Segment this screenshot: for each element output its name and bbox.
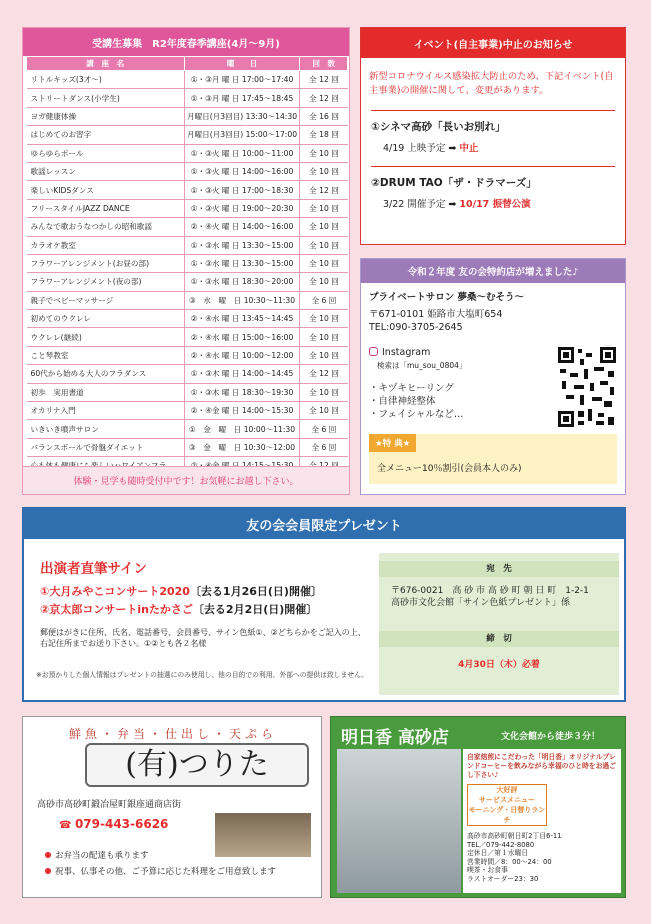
course-count: 全 6 回 [300,420,348,438]
asuka-shop-info: 高砂市高砂町朝日町2丁目6-11 TEL／079-442-8080 定休日／第１水曜日 営業時間／8：00～24：00 喫茶・お食事 ラストオーダー23：30 [467,832,562,883]
course-schedule: ①・③木 曜 日 18:30～19:30 [184,383,300,401]
present-destination [379,553,619,695]
course-table-title: 受講生募集 R2年度春季講座(4月～9月) [23,28,349,56]
instagram-icon [369,347,378,356]
course-name: いきいき噴声サロン [27,420,185,438]
bullet-icon [45,868,51,874]
course-row [27,328,348,346]
course-row [27,181,348,199]
event-cancel-panel [360,27,626,245]
course-schedule: ③ 金 曜 日 10:30～12:00 [184,438,300,456]
course-count: 全 10 回 [300,402,348,420]
course-row [27,126,348,144]
course-schedule: ①・③火 曜 日 19:00～20:30 [184,199,300,217]
course-schedule: ①・③火 曜 日 17:00～18:30 [184,181,300,199]
course-footer: 体験・見学も随時受付中です！お気軽にお越し下さい。 [23,466,349,494]
course-name: ゆらゆらボール [27,144,185,162]
course-schedule: ① 金 曜 日 10:00～11:30 [184,420,300,438]
present-privacy-note: ※お預かりした個人情報はプレゼントの抽選にのみ使用し、他の目的での利用、外部への提供は致しません。 [36,671,369,679]
course-row [27,365,348,383]
qr-code-icon[interactable] [556,345,618,429]
course-count: 全 10 回 [300,254,348,272]
shop-tel: TEL:090-3705-2645 [369,322,463,333]
course-name: 初めてのウクレレ [27,310,185,328]
event-notice: 新型コロナウイルス感染拡大防止のため、下記イベント(自主事業)の開催に関して、変更があります。 [369,71,614,96]
course-name: ヨガ健康体操 [27,107,185,125]
dest-label: 宛 先 [379,561,619,577]
course-row [27,402,348,420]
present-line-1: ①大月みやこコンサート2020〔去る1月26日(日)開催〕 [40,585,322,598]
service-item: ・フェイシャルなど… [369,409,464,420]
course-schedule: ③ 水 曜 日 10:30～11:30 [184,291,300,309]
course-name: ストリートダンス(小学生) [27,89,185,107]
event-item-1-name: ①シネマ高砂「長いお別れ」 [371,121,506,133]
course-schedule: ②・④水 曜 日 15:00～16:00 [184,328,300,346]
course-count: 全 12 回 [300,181,348,199]
course-count: 全 10 回 [300,199,348,217]
tsurita-bullet: お弁当の配達も承ります [45,849,149,861]
course-row [27,254,348,272]
tsurita-bullet: 祝事、仏事その他、ご予算に応じた料理をご用意致します [45,865,276,877]
course-row [27,310,348,328]
course-column-header: 回 数 [300,57,348,71]
course-row [27,236,348,254]
course-table-panel [22,27,350,495]
present-line-2: ②京太郎コンサートinたかさご〔去る2月2日(日)開催〕 [40,603,318,616]
course-name: フリースタイルJAZZ DANCE [27,199,185,217]
course-name: フラワーアレンジメント(お昼の部) [27,254,185,272]
tsurita-storefront-photo [215,813,311,857]
asuka-service-box: 大好評 サービスメニュー モーニング・日替りランチ [468,786,546,824]
course-schedule: ①・③火 曜 日 14:00～16:00 [184,162,300,180]
course-schedule: 月曜日(月3回目) 13:30～14:30 [184,107,300,125]
course-name: 親子でベビーマッサージ [27,291,185,309]
course-row [27,199,348,217]
course-count: 全 10 回 [300,346,348,364]
course-name: 歌謡レッスン [27,162,185,180]
course-schedule: ①・③水 曜 日 13:30～15:00 [184,254,300,272]
course-name: フラワーアレンジメント(夜の部) [27,273,185,291]
present-body: 郵便はがきに住所、氏名、電話番号、会員番号、サイン色紙①、②どちらかをご記入の上、右記住所までお送り下さい。①②とも各２名様 [40,628,366,648]
course-count: 全 10 回 [300,328,348,346]
tsurita-tel[interactable]: ☎ 079-443-6626 [59,817,169,831]
present-heading: 出演者直筆サイン [40,561,148,577]
dest-line-2: 高砂市文化会館「サイン色紙プレゼント」係 [391,598,571,608]
tokuten-text: 全メニュー10％割引(会員本人のみ) [377,464,522,474]
event-item-2-name: ②DRUM TAO「ザ・ドラマーズ」 [371,177,537,189]
course-row [27,89,348,107]
tsurita-logo: (有)つりた [85,743,309,787]
asuka-name: 明日香 高砂店 [341,728,449,748]
asuka-sub: 文化会館から徒歩３分！ [501,732,601,742]
tsurita-address: 高砂市高砂町鍛冶屋町銀座通商店街 [37,800,182,810]
instagram-search: 検索は「mu_sou_0804」 [377,361,467,370]
course-schedule: 月曜日(月3回目) 15:00～17:00 [184,126,300,144]
course-row [27,438,348,456]
present-title: 友の会会員限定プレゼント [24,509,624,539]
course-row [27,420,348,438]
course-column-header: 講 座 名 [27,57,185,71]
course-name: 楽しいKIDSダンス [27,181,185,199]
course-count: 全 12 回 [300,365,348,383]
course-row [27,273,348,291]
course-schedule: ①・③水 曜 日 18:30～20:00 [184,273,300,291]
course-name: オカリナ入門 [27,402,185,420]
course-row [27,107,348,125]
course-name: ウクレレ(継続) [27,328,185,346]
course-name: こと琴教室 [27,346,185,364]
partner-shop-panel [360,258,626,495]
asuka-info-panel [463,749,621,893]
course-row [27,162,348,180]
tokuten-label: ★特 典★ [369,434,416,452]
course-schedule: ②・④水 曜 日 10:00～12:00 [184,346,300,364]
course-count: 全 6 回 [300,291,348,309]
course-count: 全 16 回 [300,107,348,125]
event-item-2-status: 3/22 開催予定 ➡ 10/17 振替公演 [383,199,531,210]
service-item: ・自律神経整体 [369,396,436,407]
asuka-ad [330,716,626,898]
shop-address: 〒671-0101 姫路市大塩町654 [369,309,503,320]
course-name: 初歩 実用書道 [27,383,185,401]
asuka-lead: 自家焙煎にこだわった「明日香」オリジナルブレンドコーヒーを飲みながら幸福のひと時をお過ごし下さい♪ [467,753,616,779]
course-count: 全 18 回 [300,126,348,144]
course-schedule: ②・④火 曜 日 14:00～16:00 [184,218,300,236]
course-row [27,218,348,236]
course-row [27,144,348,162]
course-name: みんなで歌おうなつかしの昭和歌謡 [27,218,185,236]
course-schedule: ①・③木 曜 日 14:00～14:45 [184,365,300,383]
course-name: はじめてのお習字 [27,126,185,144]
dest-line-1: 〒676-0021 高 砂 市 高 砂 町 朝 日 町 1-2-1 [391,586,589,596]
course-schedule: ①・③水 曜 日 13:30～15:00 [184,236,300,254]
instagram-row[interactable]: Instagram [361,346,625,359]
course-count: 全 10 回 [300,310,348,328]
shop-name: プライベートサロン 夢桑～むそう～ [369,292,525,303]
event-item-1-status: 4/19 上映予定 ➡ 中止 [383,143,479,154]
course-name: リトルキッズ(3才～) [27,71,185,89]
course-count: 全 10 回 [300,236,348,254]
shop-panel-title: 令和２年度 友の会特約店が増えました♪ [361,259,625,283]
course-count: 全 6 回 [300,438,348,456]
phone-icon: ☎ [59,820,75,831]
course-name: カラオケ教室 [27,236,185,254]
service-item: ・キヅキヒーリング [369,383,454,394]
event-title: イベント(自主事業)中止のお知らせ [361,28,625,58]
course-row [27,346,348,364]
tsurita-ad [22,716,322,898]
course-count: 全 10 回 [300,273,348,291]
course-count: 全 10 回 [300,162,348,180]
course-schedule: ②・④水 曜 日 13:45～14:45 [184,310,300,328]
course-name: バランスボールで骨盤ダイエット [27,438,185,456]
course-count: 全 10 回 [300,383,348,401]
course-row [27,383,348,401]
course-count: 全 12 回 [300,71,348,89]
tsurita-tagline: 鮮魚・弁当・仕出し・天ぷら [68,727,277,741]
course-table [26,56,348,476]
course-schedule: ①・③月 曜 日 17:00～17:40 [184,71,300,89]
course-count: 全 12 回 [300,89,348,107]
course-schedule: ①・③火 曜 日 10:00～11:00 [184,144,300,162]
deadline-label: 締 切 [379,631,619,647]
asuka-storefront-photo [337,749,461,893]
deadline-value: 4月30日（木）必着 [458,660,540,670]
present-panel [22,507,626,702]
tokuten-box [369,434,617,484]
course-count: 全 10 回 [300,218,348,236]
course-column-header: 曜 日 [184,57,300,71]
course-row [27,71,348,89]
bullet-icon [45,852,51,858]
course-name: 60代から始める大人のフラダンス [27,365,185,383]
course-row [27,291,348,309]
course-schedule: ②・④金 曜 日 14:00～15:30 [184,402,300,420]
course-schedule: ①・③月 曜 日 17:45～18:45 [184,89,300,107]
course-count: 全 10 回 [300,144,348,162]
